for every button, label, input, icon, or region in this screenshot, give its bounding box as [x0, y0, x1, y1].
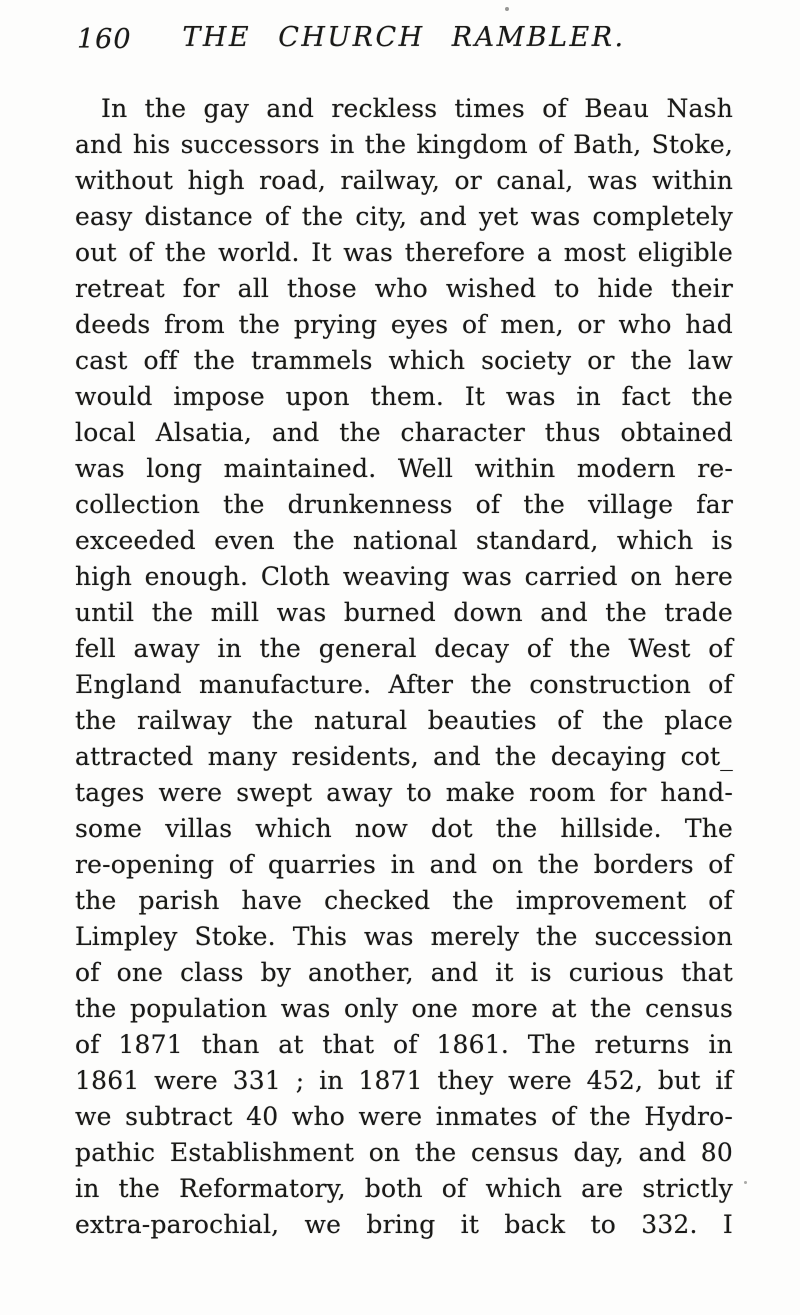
- text-line: exceeded even the national standard, which is: [75, 526, 733, 555]
- text-line: fell away in the general decay of the West of: [75, 634, 733, 663]
- text-line: we subtract 40 who were inmates of the Hydro-: [75, 1102, 733, 1131]
- text-line: extra-parochial, we bring it back to 332. I: [75, 1210, 733, 1239]
- text-line: the population was only one more at the census: [75, 994, 733, 1023]
- text-line: until the mill was burned down and the trade: [75, 598, 733, 627]
- text-line: out of the world. It was therefore a most eligible: [75, 238, 733, 267]
- text-line: tages were swept away to make room for hand-: [75, 778, 733, 807]
- body-text: [75, 91, 733, 1243]
- text-line: re-opening of quarries in and on the borders of: [75, 850, 733, 879]
- scan-speck: [744, 1181, 747, 1184]
- text-line: In the gay and reckless times of Beau Nash: [101, 94, 733, 123]
- text-line: would impose upon them. It was in fact the: [75, 382, 733, 411]
- text-line: the railway the natural beauties of the place: [75, 706, 733, 735]
- text-line: the parish have checked the improvement of: [75, 886, 733, 915]
- text-line: pathic Establishment on the census day, and 80: [75, 1138, 733, 1167]
- text-line: high enough. Cloth weaving was carried on here: [75, 562, 733, 591]
- text-line: without high road, railway, or canal, was within: [75, 166, 733, 195]
- text-line: local Alsatia, and the character thus obtained: [75, 418, 733, 447]
- text-line: some villas which now dot the hillside. The: [75, 814, 733, 843]
- text-line: of 1871 than at that of 1861. The returns in: [75, 1030, 733, 1059]
- text-line: attracted many residents, and the decaying cot_: [75, 742, 733, 771]
- text-line: and his successors in the kingdom of Bath, Stoke,: [75, 130, 733, 159]
- text-line: of one class by another, and it is curious that: [75, 958, 733, 987]
- text-line: cast off the trammels which society or the law: [75, 346, 733, 375]
- page-header: [75, 22, 733, 56]
- text-line: retreat for all those who wished to hide their: [75, 274, 733, 303]
- page-number: 160: [77, 24, 132, 55]
- text-line: collection the drunkenness of the village far: [75, 490, 733, 519]
- text-line: Limpley Stoke. This was merely the succession: [75, 922, 733, 951]
- text-line: was long maintained. Well within modern re-: [75, 454, 733, 483]
- text-line: in the Reformatory, both of which are strictly: [75, 1174, 733, 1203]
- text-line: England manufacture. After the construction of: [75, 670, 733, 699]
- running-title: THE CHURCH RAMBLER.: [182, 22, 626, 53]
- scan-speck: [505, 7, 509, 11]
- text-line: 1861 were 331 ; in 1871 they were 452, but if: [75, 1066, 733, 1095]
- text-line: easy distance of the city, and yet was completely: [75, 202, 733, 231]
- text-line: deeds from the prying eyes of men, or who had: [75, 310, 733, 339]
